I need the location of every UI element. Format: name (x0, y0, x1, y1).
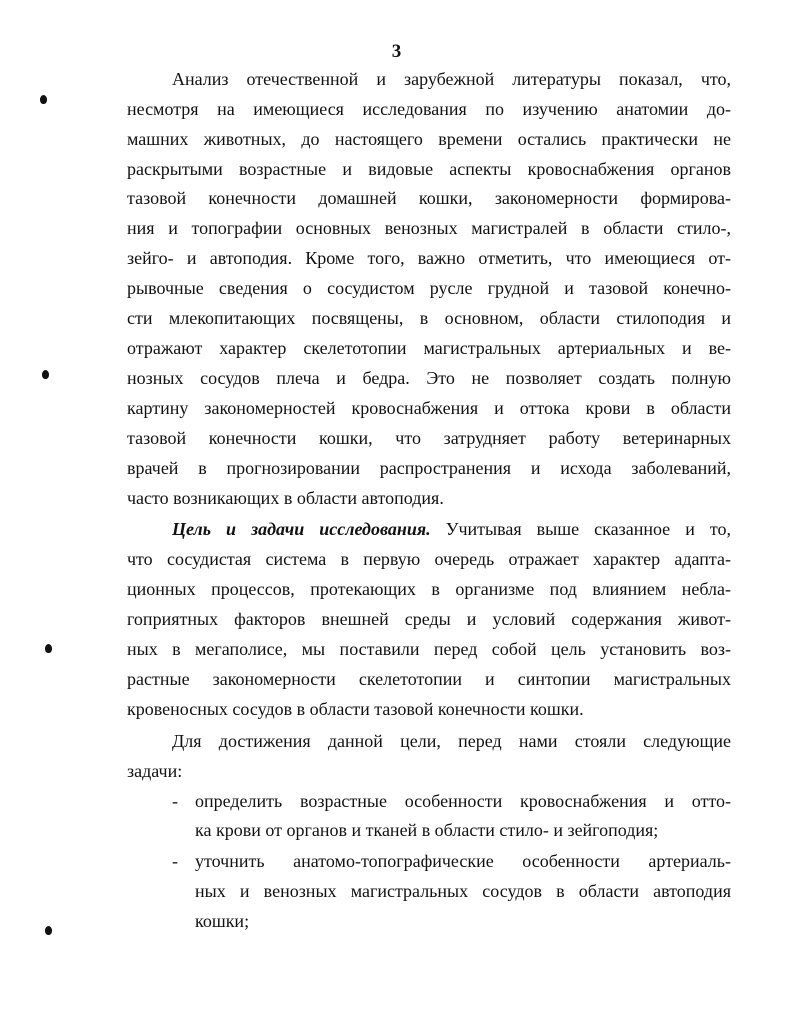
text-line: ка крови от органов и тканей в области стило- и зейгоподия; (195, 820, 659, 840)
text-line: уточнить анатомо-топографические особенности артериаль- (195, 851, 731, 871)
text-line: рывочные сведения о сосудистом русле грудной и тазовой конечно- (127, 278, 731, 298)
text-fragment: Учитывая выше сказанное и то, (430, 519, 731, 539)
text-line: машних животных, до настоящего времени остались практически не (127, 129, 731, 149)
text-line: раскрытыми возрастные и видовые аспекты кровоснабжения органов (127, 159, 731, 179)
text-line: несмотря на имеющиеся исследования по изучению анатомии до- (127, 99, 731, 119)
section-heading-inline: Цель и задачи исследования. (172, 519, 431, 539)
text-line: часто возникающих в области автоподия. (127, 488, 444, 508)
text-line: задачи: (127, 761, 183, 781)
text-line: Для достижения данной цели, перед нами стояли следующие (172, 731, 731, 751)
text-line: картину закономерностей кровоснабжения и оттока крови в области (127, 398, 731, 418)
list-dash: - (172, 851, 178, 871)
text-line: растные закономерности скелетотопии и синтопии магистральных (127, 669, 731, 689)
text-line: ния и топографии основных венозных магистралей в области стило-, (127, 218, 731, 238)
text-line: определить возрастные особенности кровоснабжения и отто- (195, 791, 731, 811)
text-line: ционных процессов, протекающих в организме под влиянием небла- (127, 579, 731, 599)
text-line: ных и венозных магистральных сосудов в области автоподия (195, 881, 731, 901)
punch-hole-mark (40, 95, 47, 104)
text-line: врачей в прогнозировании распространения и исхода заболеваний, (127, 458, 731, 478)
list-dash: - (172, 791, 178, 811)
text-line (172, 518, 731, 540)
text-line: что сосудистая система в первую очередь отражает характер адапта- (127, 549, 731, 569)
text-line: ных в мегаполисе, мы поставили перед собой цель установить воз- (127, 639, 731, 659)
text-line: зейго- и автоподия. Кроме того, важно отметить, что имеющиеся от- (127, 248, 731, 268)
text-line: гоприятных факторов внешней среды и условий содержания живот- (127, 609, 731, 629)
text-line: тазовой конечности домашней кошки, закономерности формирова- (127, 188, 731, 208)
text-line: Анализ отечественной и зарубежной литературы показал, что, (172, 69, 731, 89)
text-line: кошки; (195, 911, 250, 931)
text-line: кровеносных сосудов в области тазовой конечности кошки. (127, 699, 584, 719)
text-line: нозных сосудов плеча и бедра. Это не позволяет создать полную (127, 368, 731, 388)
text-line: отражают характер скелетотопии магистральных артериальных и ве- (127, 338, 731, 358)
punch-hole-mark (45, 926, 52, 935)
text-line: сти млекопитающих посвящены, в основном, области стилоподия и (127, 308, 731, 328)
page-number: 3 (391, 41, 402, 62)
text-line: тазовой конечности кошки, что затрудняет работу ветеринарных (127, 428, 731, 448)
punch-hole-mark (45, 644, 52, 653)
punch-hole-mark (42, 370, 49, 379)
